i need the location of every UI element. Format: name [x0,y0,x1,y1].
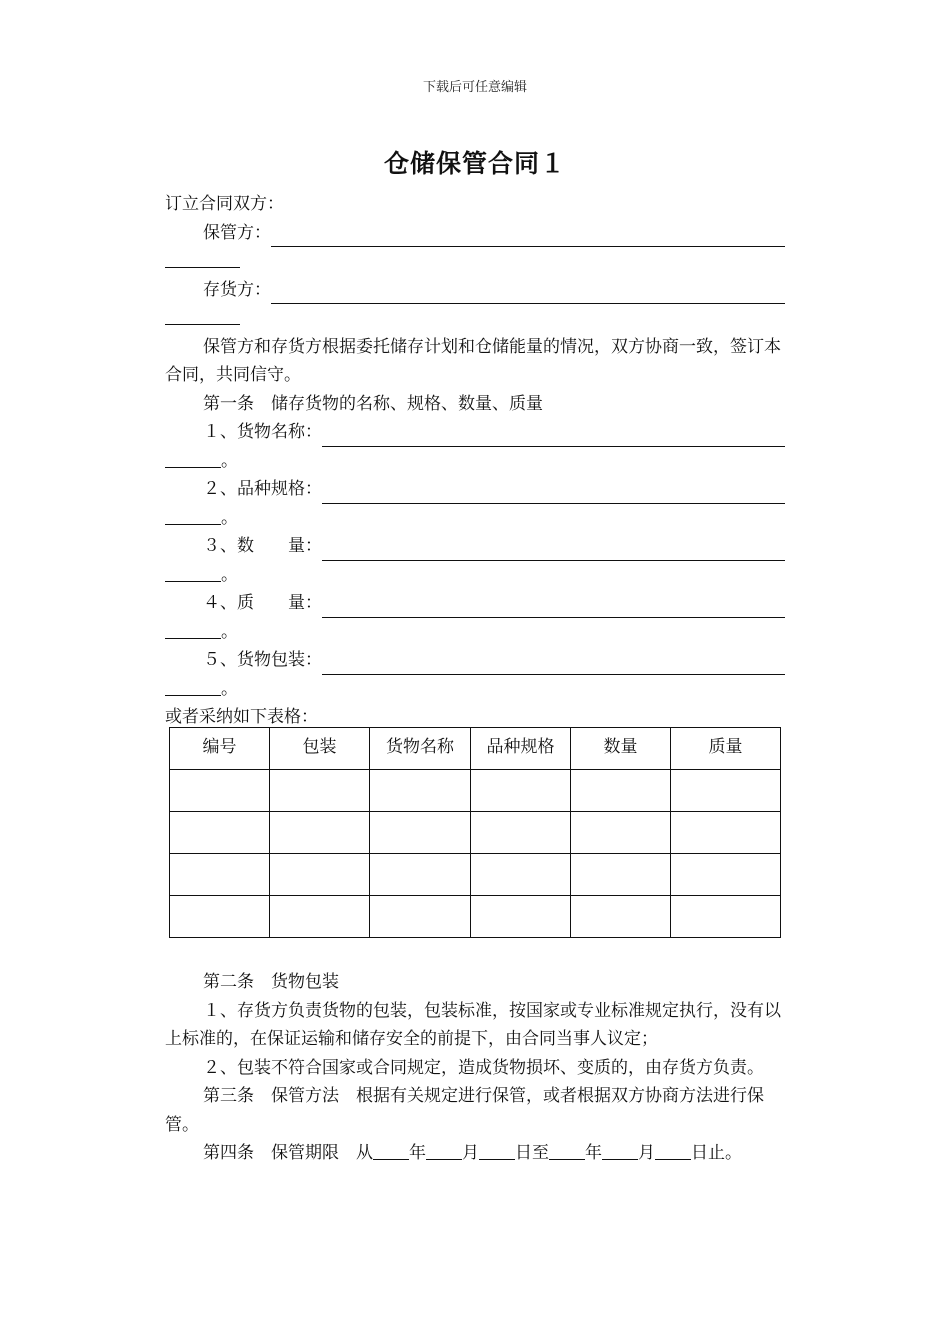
table-cell[interactable] [471,812,571,854]
article1-item-5 [165,646,785,703]
article1-item-1 [165,418,785,475]
end-month-blank[interactable] [602,1142,638,1160]
item-end: 。 [221,621,238,642]
header-cell-id: 编号 [170,728,270,770]
start-month-blank[interactable] [426,1142,462,1160]
depositor-line [165,276,785,305]
header-cell-quantity: 数量 [571,728,671,770]
table-cell[interactable] [370,812,471,854]
item-blank-tail[interactable] [165,678,221,696]
page-header-note: 下载后可任意编辑 [422,80,527,95]
article4-prefix: 第四条 保管期限 从 [203,1143,373,1163]
table-row [170,770,781,812]
item-end: 。 [221,678,238,699]
keeper-blank[interactable] [271,229,785,247]
table-cell[interactable] [170,896,270,938]
article2-heading: 第二条 货物包装 [203,972,339,992]
header-cell-quality: 质量 [671,728,781,770]
item-end: 。 [221,507,238,528]
table-cell[interactable] [170,854,270,896]
keeper-line [165,219,785,248]
item-label: ３、数 量： [203,536,322,556]
table-cell[interactable] [170,812,270,854]
item-end: 。 [221,450,238,471]
item-blank-tail[interactable] [165,621,221,639]
article1-item-4 [165,589,785,646]
table-cell[interactable] [571,896,671,938]
table-cell[interactable] [671,854,781,896]
item-label: ２、品种规格： [203,479,322,499]
article3-paragraph: 第三条 保管方法 根据有关规定进行保管，或者根据双方协商方法进行保管。 [165,1086,764,1135]
keeper-blank-tail[interactable] [165,250,240,268]
table-cell[interactable] [471,896,571,938]
year-label: 年 [585,1143,602,1163]
start-day-blank[interactable] [479,1142,515,1160]
table-cell[interactable] [671,812,781,854]
header-cell-spec: 品种规格 [471,728,571,770]
document-title: 仓储保管合同１ [383,149,566,178]
table-cell[interactable] [270,770,370,812]
table-cell[interactable] [471,854,571,896]
parties-intro: 订立合同双方： [165,194,284,214]
start-year-blank[interactable] [373,1142,409,1160]
table-cell[interactable] [370,854,471,896]
table-intro: 或者采纳如下表格： [165,707,318,727]
table-cell[interactable] [571,854,671,896]
contract-body [165,190,785,732]
article2-paragraph-1: １、存货方负责货物的包装，包装标准，按国家或专业标准规定执行，没有以上标准的，在保证运输和储存安全的前提下，由合同当事人议定； [165,1000,781,1049]
item-blank[interactable] [322,657,785,675]
item-blank-tail[interactable] [165,450,221,468]
depositor-label: 存货方： [203,279,271,300]
table-cell[interactable] [671,770,781,812]
end-year-blank[interactable] [549,1142,585,1160]
depositor-blank[interactable] [271,286,785,304]
article1-item-2 [165,475,785,532]
table-cell[interactable] [170,770,270,812]
preamble-paragraph: 保管方和存货方根据委托储存计划和仓储能量的情况，双方协商一致，签订本合同，共同信守。 [165,336,781,385]
table-cell[interactable] [270,896,370,938]
table-row [170,854,781,896]
article2-paragraph-2: ２、包装不符合国家或合同规定，造成货物损坏、变质的，由存货方负责。 [203,1057,764,1078]
item-blank[interactable] [322,543,785,561]
table-cell[interactable] [370,896,471,938]
table-header-row [170,728,781,770]
header-cell-packaging: 包装 [270,728,370,770]
table-cell[interactable] [270,854,370,896]
goods-table [169,727,781,938]
month-label: 月 [638,1143,655,1163]
day-to-label: 日至 [515,1143,549,1163]
item-blank[interactable] [322,486,785,504]
contract-body-lower [165,968,785,1168]
table-cell[interactable] [571,770,671,812]
year-label: 年 [409,1143,426,1163]
table-row [170,812,781,854]
item-label: ４、质 量： [203,593,322,613]
item-blank-tail[interactable] [165,564,221,582]
article1-item-3 [165,532,785,589]
item-end: 。 [221,564,238,585]
table-cell[interactable] [671,896,781,938]
table-cell[interactable] [471,770,571,812]
keeper-line-cont [165,247,785,276]
table-cell[interactable] [370,770,471,812]
day-end-label: 日止。 [691,1143,742,1163]
table-cell[interactable] [270,812,370,854]
table-cell[interactable] [571,812,671,854]
item-blank[interactable] [322,600,785,618]
article4-line [165,1139,785,1168]
item-label: ５、货物包装： [203,650,322,670]
keeper-label: 保管方： [203,222,271,243]
item-blank-tail[interactable] [165,507,221,525]
depositor-line-cont [165,304,785,333]
item-blank[interactable] [322,429,785,447]
end-day-blank[interactable] [655,1142,691,1160]
article1-heading: 第一条 储存货物的名称、规格、数量、质量 [203,393,543,414]
month-label: 月 [462,1143,479,1163]
item-label: １、货物名称： [203,422,322,442]
depositor-blank-tail[interactable] [165,307,240,325]
table-row [170,896,781,938]
header-cell-goods-name: 货物名称 [370,728,471,770]
